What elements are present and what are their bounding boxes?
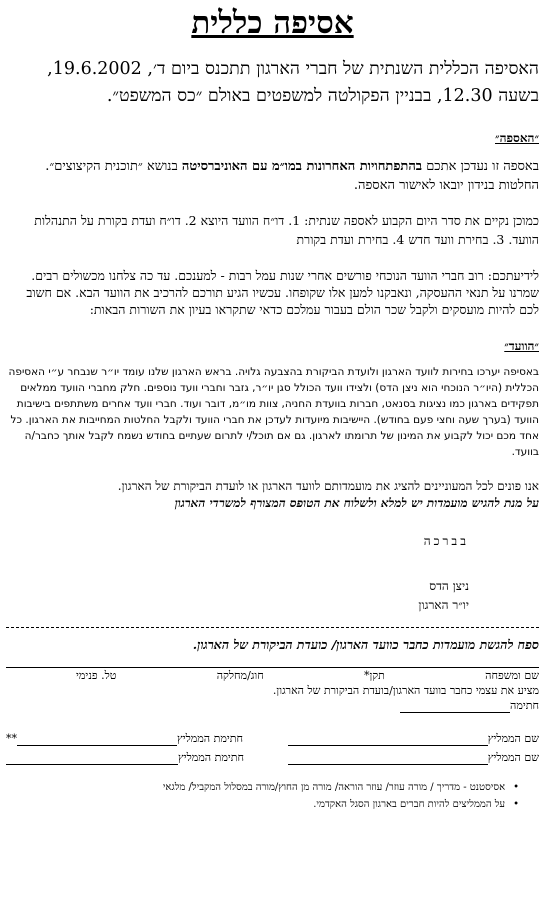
assembly-p1-end: בנושא ״תוכנית הקיצוצים״. החלטות בנידון יובאו לאישור האספה.: [45, 159, 539, 193]
footnotes-list: [6, 779, 539, 813]
assembly-agenda-paragraph: כמוכן נקיים את סדר היום הקבוע לאספה שנתית: 1. דו״ח הוועד היוצא 2. דו״ח ועדת בקורת על התנהלות הוועד. 3. בחירת וועד חדש 4. בחירת ועדת בקורת: [34, 213, 539, 247]
label-full-name: שם ומשפחה: [485, 669, 539, 682]
signature-field[interactable]: [400, 712, 510, 713]
intro-paragraph: האסיפה הכללית השנתית של חברי הארגון תתכנס ביום ד׳, 19.6.2002, בשעה 12.30, בבניין הפקולטה למשפטים באולם ״כס המשפט״.: [47, 59, 539, 106]
assembly-paragraph-1: [6, 157, 539, 195]
recommender-row-2: [6, 750, 539, 765]
assembly-p1-bold: בהתפתחויות האחרונות במו״מ עם האוניברסיטה: [181, 159, 423, 174]
committee-paragraph: באסיפה יערכו בחירות לוועד הארגון ולועדת הביקורת בהצבעה גלויה. בראש הארגון שלנו עומד יו״ר שנבחר ע״י האסיפה הכללית (היו״ר הנוכחי הוא ניצן הדס) ולצידו וועד הכולל סגן יו״ר, גזבר וחברי וועד נוספים. חלק מחברי הוועד ממלאים תפקידים בארגון כמו נציגות בסנאט, חברות בוועדת החניה, צוות מו״מ, דובר ועוד. חברי וועד אחרים משתתפים בישיבות הוועד (בערך שעה וחצי פעם בחודש). היישיבות מיועדות לעדכן את חברי הוועד ולקבל החלטות המחייבות את הארגון. כל אחד מכם יכול לקבוע את המינון של תרומתו לארגון. גם אם תוכל/י לתרום שעתיים בחודש נשמח לקבל אותך כחבר/ה בוועד.: [8, 366, 539, 458]
recommender-1-field[interactable]: [288, 745, 488, 746]
signature-greeting: בברכה: [423, 534, 469, 548]
label-recommender-2: שם הממליץ: [487, 751, 539, 764]
rec-sign-1-field[interactable]: [17, 745, 177, 746]
assembly-notice-paragraph: לידיעתכם: רוב חברי הוועד הנוכחי פורשים אחרי שנות עמל רבות - למענכם. עד כה צלחנו מכשולים רבים. שמרנו על תנאי ההעסקה, ונאבקנו למען אלו שקופחו. עכשיו הגיע תורכם להרכיב את הוועד הבא. אם חשוב לכם להיות מועסקים ולקבל שכר הולם בעבור עמלכם כדאי שתקראו בעיון את השורות הבאות:: [26, 268, 539, 317]
section-heading-committee: ״הוועד״: [504, 339, 539, 353]
form-signature-row: [6, 698, 539, 713]
label-id: תקן*: [363, 669, 385, 682]
rec-sign-2-field[interactable]: [6, 764, 178, 765]
section-heading-assembly: ״האספה״: [495, 131, 539, 145]
recommender-row-1: [6, 731, 539, 746]
stars-mark: **: [6, 732, 17, 745]
recommender-2-field[interactable]: [288, 764, 488, 765]
label-signature: חתימה: [510, 699, 539, 712]
signature-role: יו״ר הארגון: [418, 598, 469, 612]
page-title: אסיפה כללית: [191, 5, 354, 41]
cut-line: [6, 627, 539, 628]
label-phone: טל. פנימי: [76, 669, 117, 682]
form-heading: ספח להגשת מועמדות כחבר כוועד הארגון/ כועדת הביקורת של הארגון.: [192, 637, 539, 652]
label-recommender-1: שם הממליץ: [487, 732, 539, 745]
footnote-item: • על הממליצים להיות חברים בארגון הסגל האקדמי.: [6, 796, 519, 813]
candidacy-instruction: על מנת להגיש מועמדות יש למלא ולשלוח את הטופס המצורף למשרדי הארגון: [174, 496, 539, 510]
footnote-item: • אסיסטנט - מדריך / מורה עוזר/ עוזר הוראה/ מורה מן החוץ/מורה במסלול המקביל/ מלגאי: [6, 779, 519, 796]
assembly-p1-start: באספה זו נעדכן אתכם: [422, 159, 539, 174]
form-offer-text: מציע את עצמי כחבר בוועד הארגון/בועדת הביקורת של הארגון.: [272, 684, 539, 697]
candidacy-call: אנו פונים לכל המעוניינים להציג את מועמדותם לוועד הארגון או לועדת הביקורת של הארגון.: [117, 479, 539, 493]
form-labels-row: [6, 668, 539, 683]
label-department: חוג/מחלקה: [216, 669, 264, 682]
label-rec-sign-2: חתימת הממליץ: [178, 751, 244, 764]
label-rec-sign-1: חתימת הממליץ: [177, 732, 243, 745]
signature-name: ניצן הדס: [429, 579, 469, 593]
